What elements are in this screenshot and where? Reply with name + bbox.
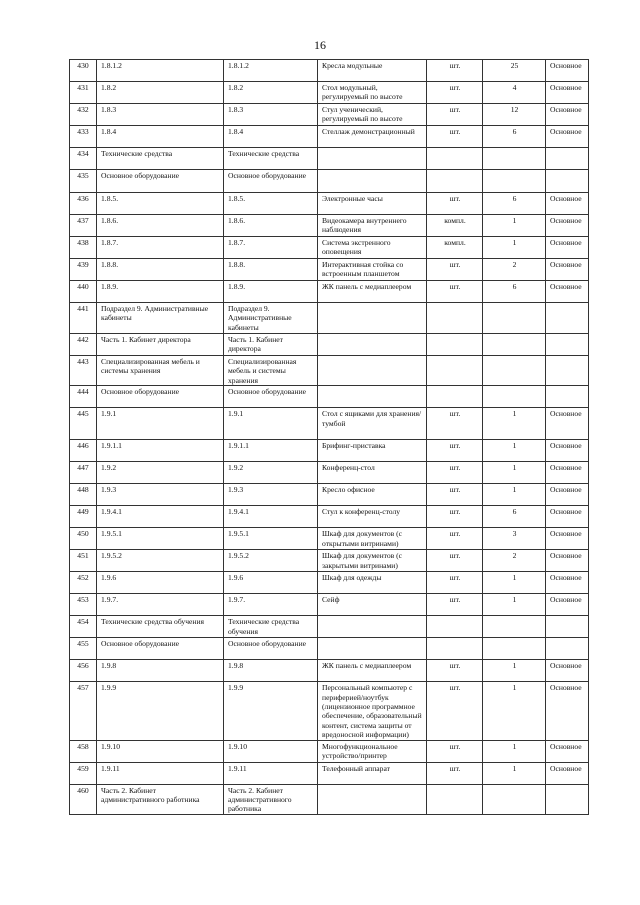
cell-code: 1.9.8 [97,660,224,682]
cell-reference: 1.8.2 [224,82,318,104]
cell-reference: 1.9.5.2 [224,550,318,572]
cell-row-number: 436 [70,193,97,215]
cell-item-name: ЖК панель с медиаплеером [318,281,427,303]
cell-item-name: Электронные часы [318,193,427,215]
cell-code: Основное оборудование [97,386,224,408]
cell-reference: Часть 2. Кабинет административного работника [224,784,318,814]
cell-unit: шт. [427,660,483,682]
table-row [70,356,589,386]
cell-row-number: 443 [70,356,97,386]
cell-quantity: 6 [483,193,546,215]
cell-code: 1.8.5. [97,193,224,215]
cell-quantity: 1 [483,572,546,594]
cell-reference: 1.9.6 [224,572,318,594]
cell-item-name: Стол с ящиками для хранения/тумбой [318,408,427,440]
cell-row-number: 441 [70,303,97,334]
table-row [70,682,589,740]
cell-unit: шт. [427,259,483,281]
cell-unit: шт. [427,594,483,616]
cell-reference: 1.8.5. [224,193,318,215]
cell-reference: 1.8.6. [224,215,318,237]
cell-equipment-type [546,170,589,193]
cell-code: Основное оборудование [97,638,224,660]
cell-row-number: 442 [70,334,97,356]
cell-reference: 1.9.1 [224,408,318,440]
cell-reference: Специализированная мебель и системы хранения [224,356,318,386]
cell-row-number: 433 [70,126,97,148]
cell-code: Основное оборудование [97,170,224,193]
cell-item-name [318,784,427,814]
cell-quantity: 6 [483,126,546,148]
cell-quantity: 2 [483,259,546,281]
cell-row-number: 459 [70,762,97,784]
cell-item-name: Кресло офисное [318,484,427,506]
cell-reference: Основное оборудование [224,386,318,408]
cell-equipment-type [546,616,589,638]
cell-quantity [483,148,546,170]
cell-quantity: 6 [483,506,546,528]
cell-code: 1.8.4 [97,126,224,148]
cell-unit [427,638,483,660]
cell-equipment-type: Основное [546,237,589,259]
cell-reference: 1.9.9 [224,682,318,740]
cell-equipment-type: Основное [546,104,589,126]
cell-code: 1.8.2 [97,82,224,104]
table-row [70,104,589,126]
cell-quantity: 2 [483,550,546,572]
cell-reference: Подраздел 9. Административные кабинеты [224,303,318,334]
cell-row-number: 448 [70,484,97,506]
table-row [70,215,589,237]
table-row [70,408,589,440]
table-row [70,462,589,484]
cell-quantity: 25 [483,60,546,82]
table-row [70,484,589,506]
cell-row-number: 460 [70,784,97,814]
cell-item-name: Конференц-стол [318,462,427,484]
cell-item-name [318,334,427,356]
cell-row-number: 445 [70,408,97,440]
cell-code: 1.8.1.2 [97,60,224,82]
cell-equipment-type [546,638,589,660]
cell-unit: шт. [427,126,483,148]
cell-item-name: Телефонный аппарат [318,762,427,784]
cell-item-name: Стол модульный, регулируемый по высоте [318,82,427,104]
table-row [70,572,589,594]
cell-quantity: 1 [483,408,546,440]
cell-code: 1.9.4.1 [97,506,224,528]
cell-equipment-type: Основное [546,594,589,616]
table-row [70,440,589,462]
cell-unit [427,616,483,638]
cell-code: 1.9.11 [97,762,224,784]
cell-equipment-type: Основное [546,484,589,506]
page-number: 16 [314,38,326,52]
cell-code: Технические средства обучения [97,616,224,638]
cell-quantity [483,616,546,638]
cell-item-name: Шкаф для документов (с закрытыми витринами) [318,550,427,572]
cell-item-name: Сейф [318,594,427,616]
cell-reference: 1.8.8. [224,259,318,281]
cell-equipment-type: Основное [546,682,589,740]
cell-unit: шт. [427,104,483,126]
cell-quantity [483,334,546,356]
cell-code: 1.9.1.1 [97,440,224,462]
table-row [70,259,589,281]
cell-reference: 1.8.1.2 [224,60,318,82]
cell-reference: 1.9.7. [224,594,318,616]
cell-reference: 1.8.4 [224,126,318,148]
cell-unit [427,303,483,334]
cell-quantity [483,386,546,408]
cell-unit: компл. [427,237,483,259]
cell-row-number: 435 [70,170,97,193]
cell-row-number: 449 [70,506,97,528]
table-row [70,616,589,638]
table-row [70,740,589,762]
cell-row-number: 450 [70,528,97,550]
cell-quantity: 1 [483,215,546,237]
cell-item-name: ЖК панель с медиаплеером [318,660,427,682]
cell-unit: шт. [427,682,483,740]
table-row [70,660,589,682]
cell-item-name [318,148,427,170]
cell-quantity: 1 [483,484,546,506]
cell-quantity: 1 [483,660,546,682]
cell-row-number: 454 [70,616,97,638]
cell-unit: шт. [427,484,483,506]
cell-quantity [483,170,546,193]
cell-row-number: 438 [70,237,97,259]
cell-reference: 1.9.3 [224,484,318,506]
cell-equipment-type: Основное [546,215,589,237]
cell-row-number: 457 [70,682,97,740]
cell-equipment-type [546,303,589,334]
cell-equipment-type: Основное [546,572,589,594]
cell-unit [427,170,483,193]
cell-quantity: 1 [483,762,546,784]
cell-equipment-type: Основное [546,550,589,572]
cell-unit: шт. [427,462,483,484]
table-row [70,638,589,660]
cell-item-name: Многофункциональное устройство/принтер [318,740,427,762]
cell-unit: шт. [427,740,483,762]
cell-unit: шт. [427,506,483,528]
cell-unit: шт. [427,60,483,82]
cell-row-number: 437 [70,215,97,237]
cell-item-name: Шкаф для документов (с открытыми витринами) [318,528,427,550]
cell-item-name [318,386,427,408]
cell-reference: 1.8.9. [224,281,318,303]
cell-row-number: 432 [70,104,97,126]
cell-row-number: 446 [70,440,97,462]
cell-quantity [483,638,546,660]
cell-quantity: 12 [483,104,546,126]
table-row [70,550,589,572]
cell-reference: 1.8.3 [224,104,318,126]
cell-item-name: Система экстренного оповещения [318,237,427,259]
cell-code: 1.9.6 [97,572,224,594]
table-row [70,126,589,148]
cell-reference: 1.9.8 [224,660,318,682]
cell-unit: шт. [427,408,483,440]
cell-unit: шт. [427,572,483,594]
cell-row-number: 439 [70,259,97,281]
cell-unit [427,784,483,814]
cell-code: 1.8.9. [97,281,224,303]
table-row [70,528,589,550]
cell-unit: шт. [427,281,483,303]
equipment-table [69,59,589,815]
cell-unit: шт. [427,82,483,104]
table-row [70,506,589,528]
cell-quantity: 4 [483,82,546,104]
cell-equipment-type: Основное [546,528,589,550]
table-row [70,82,589,104]
cell-row-number: 453 [70,594,97,616]
cell-equipment-type [546,356,589,386]
cell-reference: 1.9.11 [224,762,318,784]
cell-unit [427,334,483,356]
cell-quantity: 3 [483,528,546,550]
cell-item-name: Стеллаж демонстрационный [318,126,427,148]
cell-equipment-type: Основное [546,762,589,784]
cell-code: Подраздел 9. Административные кабинеты [97,303,224,334]
cell-equipment-type [546,386,589,408]
table-row [70,594,589,616]
cell-item-name [318,616,427,638]
cell-code: 1.8.3 [97,104,224,126]
cell-equipment-type: Основное [546,506,589,528]
cell-item-name: Стул к конференц-столу [318,506,427,528]
cell-row-number: 447 [70,462,97,484]
cell-item-name: Интерактивная стойка со встроенным планшетом [318,259,427,281]
cell-equipment-type: Основное [546,408,589,440]
cell-item-name: Стул ученический, регулируемый по высоте [318,104,427,126]
cell-quantity: 1 [483,740,546,762]
cell-code: 1.9.1 [97,408,224,440]
cell-item-name: Брифинг-приставка [318,440,427,462]
cell-reference: 1.8.7. [224,237,318,259]
cell-unit [427,356,483,386]
cell-row-number: 458 [70,740,97,762]
cell-equipment-type: Основное [546,126,589,148]
cell-code: 1.9.7. [97,594,224,616]
cell-unit: шт. [427,440,483,462]
cell-quantity [483,356,546,386]
cell-equipment-type [546,784,589,814]
table-row [70,386,589,408]
table-row [70,303,589,334]
table-row [70,237,589,259]
table-row [70,762,589,784]
cell-code: Часть 2. Кабинет административного работника [97,784,224,814]
cell-equipment-type: Основное [546,82,589,104]
cell-reference: 1.9.1.1 [224,440,318,462]
cell-quantity: 1 [483,594,546,616]
cell-code: Технические средства [97,148,224,170]
cell-equipment-type: Основное [546,440,589,462]
cell-unit: шт. [427,193,483,215]
cell-code: 1.9.2 [97,462,224,484]
cell-code: 1.9.5.1 [97,528,224,550]
cell-code: 1.8.8. [97,259,224,281]
cell-item-name [318,356,427,386]
cell-unit: шт. [427,528,483,550]
cell-unit [427,386,483,408]
cell-equipment-type: Основное [546,259,589,281]
cell-code: 1.9.5.2 [97,550,224,572]
cell-quantity: 1 [483,237,546,259]
table-row [70,60,589,82]
cell-reference: Технические средства [224,148,318,170]
cell-item-name: Видеокамера внутреннего наблюдения [318,215,427,237]
cell-code: Специализированная мебель и системы хранения [97,356,224,386]
cell-reference: 1.9.2 [224,462,318,484]
cell-reference: Технические средства обучения [224,616,318,638]
cell-row-number: 452 [70,572,97,594]
table-row [70,281,589,303]
cell-row-number: 444 [70,386,97,408]
cell-unit: шт. [427,762,483,784]
cell-equipment-type: Основное [546,281,589,303]
cell-item-name [318,303,427,334]
cell-row-number: 455 [70,638,97,660]
cell-code: 1.8.7. [97,237,224,259]
cell-equipment-type: Основное [546,462,589,484]
cell-unit: компл. [427,215,483,237]
cell-unit: шт. [427,550,483,572]
cell-code: Часть 1. Кабинет директора [97,334,224,356]
cell-row-number: 430 [70,60,97,82]
cell-reference: 1.9.10 [224,740,318,762]
cell-equipment-type: Основное [546,740,589,762]
cell-row-number: 434 [70,148,97,170]
cell-reference: 1.9.5.1 [224,528,318,550]
cell-equipment-type [546,148,589,170]
table-row [70,784,589,814]
table-row [70,193,589,215]
cell-quantity [483,303,546,334]
cell-item-name: Персональный компьютер с периферией/ноутбук (лицензионное программное обеспечение, образовательный контент, система защиты от вредоносной информации) [318,682,427,740]
cell-code: 1.9.9 [97,682,224,740]
cell-quantity: 1 [483,682,546,740]
cell-code: 1.9.3 [97,484,224,506]
cell-quantity: 6 [483,281,546,303]
cell-unit [427,148,483,170]
table-row [70,148,589,170]
cell-item-name: Шкаф для одежды [318,572,427,594]
table-row [70,334,589,356]
cell-quantity: 1 [483,462,546,484]
cell-equipment-type [546,334,589,356]
cell-reference: 1.9.4.1 [224,506,318,528]
cell-row-number: 451 [70,550,97,572]
cell-row-number: 440 [70,281,97,303]
cell-code: 1.9.10 [97,740,224,762]
cell-item-name [318,638,427,660]
cell-reference: Основное оборудование [224,170,318,193]
cell-item-name: Кресла модульные [318,60,427,82]
cell-row-number: 456 [70,660,97,682]
cell-reference: Основное оборудование [224,638,318,660]
cell-code: 1.8.6. [97,215,224,237]
cell-equipment-type: Основное [546,193,589,215]
table-row [70,170,589,193]
cell-row-number: 431 [70,82,97,104]
cell-quantity: 1 [483,440,546,462]
cell-equipment-type: Основное [546,60,589,82]
cell-reference: Часть 1. Кабинет директора [224,334,318,356]
cell-quantity [483,784,546,814]
cell-item-name [318,170,427,193]
cell-equipment-type: Основное [546,660,589,682]
